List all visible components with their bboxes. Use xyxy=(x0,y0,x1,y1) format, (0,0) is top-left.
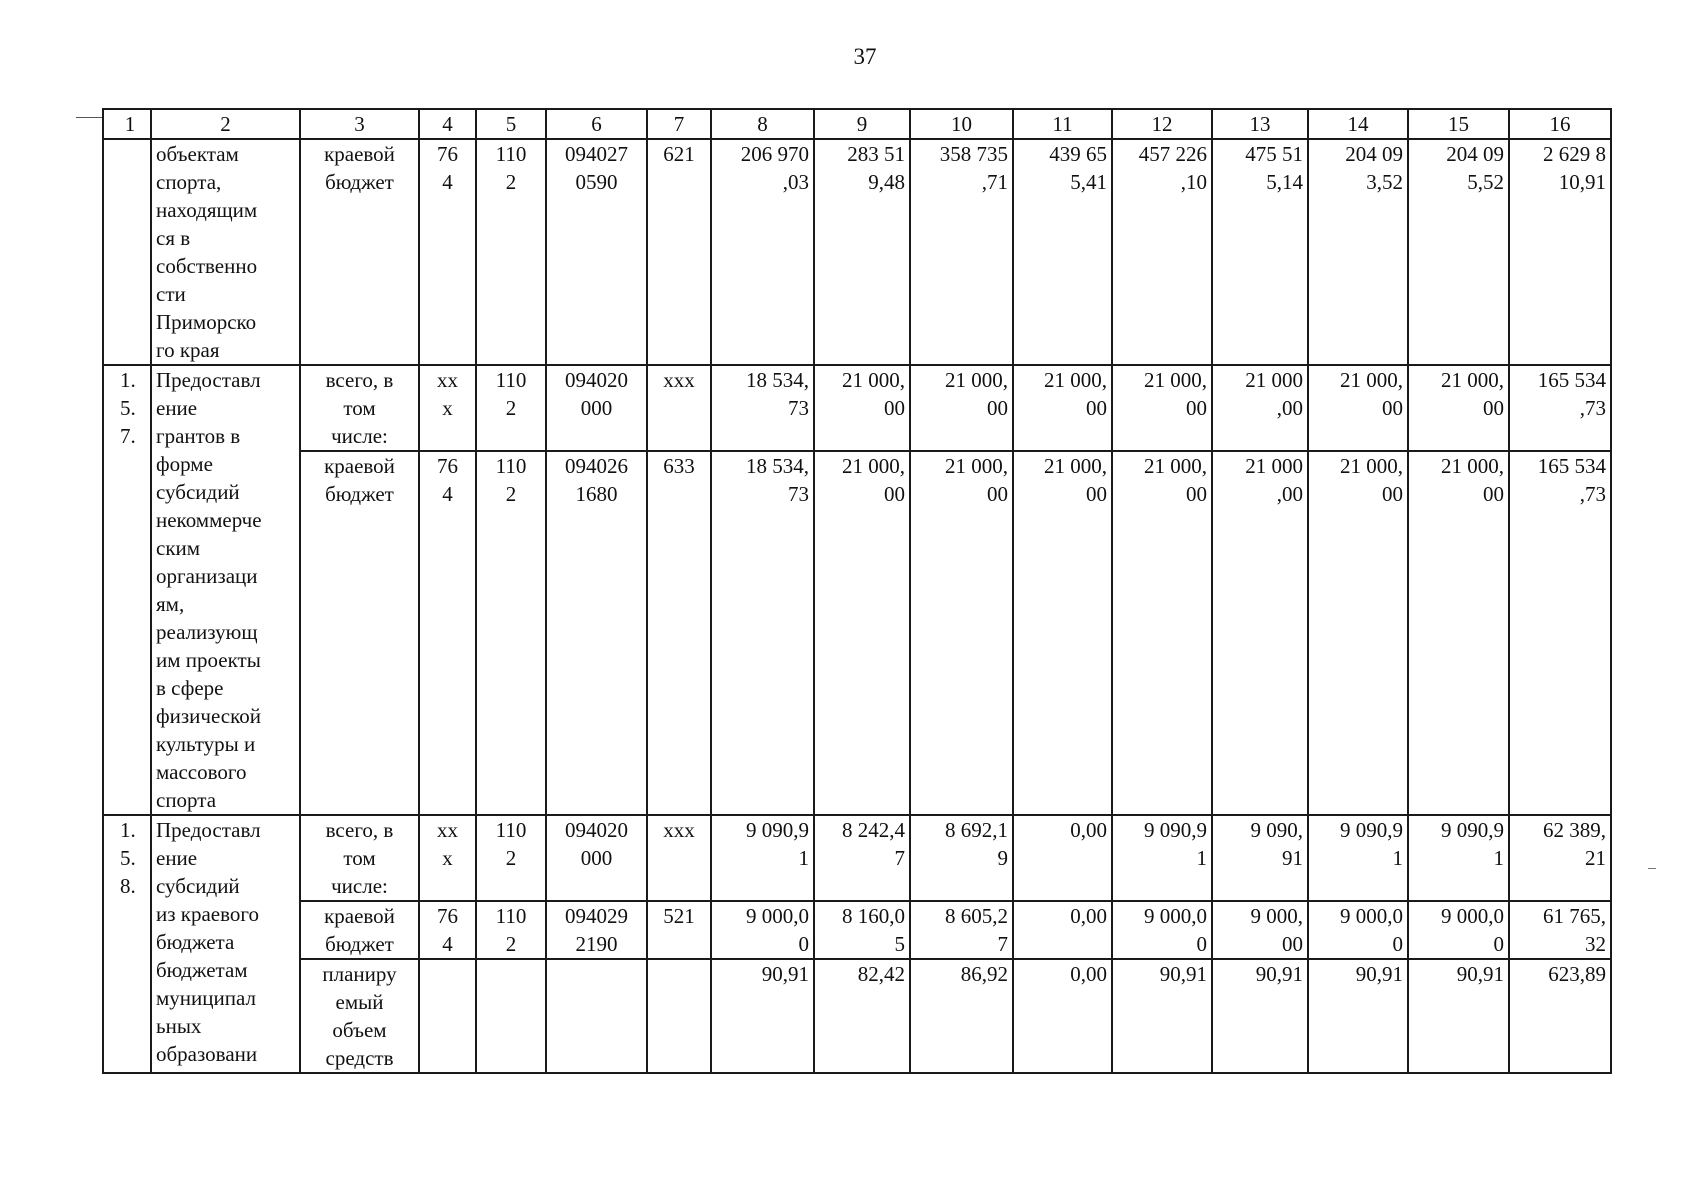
funding-source-cell: планиру емый объем средств xyxy=(300,959,419,1073)
value-cell: 21 000, 00 xyxy=(1308,451,1408,815)
value-cell: 9 090,9 1 xyxy=(1408,815,1509,901)
value-cell: 90,91 xyxy=(1212,959,1308,1073)
value-cell: 21 000, 00 xyxy=(1112,365,1212,451)
code-cell: 094029 2190 xyxy=(546,901,647,959)
value-cell: 9 000,0 0 xyxy=(1308,901,1408,959)
row-name-cell: Предоставл ение субсидий из краевого бюджета бюджетам муниципал ьных образовани xyxy=(151,815,300,1073)
table-row-1-5-7-total xyxy=(103,365,1611,451)
code-cell: 094020 000 xyxy=(546,815,647,901)
funding-source-cell: краевой бюджет xyxy=(300,139,419,365)
code-cell xyxy=(647,959,711,1073)
value-cell: 82,42 xyxy=(814,959,910,1073)
value-cell: 21 000, 00 xyxy=(814,365,910,451)
value-cell: 439 65 5,41 xyxy=(1013,139,1112,365)
table-row-1-5-8-total xyxy=(103,815,1611,901)
funding-source-cell: краевой бюджет xyxy=(300,901,419,959)
value-cell: 18 534, 73 xyxy=(711,365,814,451)
value-cell: 86,92 xyxy=(910,959,1013,1073)
code-cell: 633 xyxy=(647,451,711,815)
table-row-1-5-7-regional xyxy=(103,451,1611,815)
header-cell: 11 xyxy=(1013,109,1112,139)
value-cell: 2 629 8 10,91 xyxy=(1509,139,1611,365)
value-cell: 9 090, 91 xyxy=(1212,815,1308,901)
header-row xyxy=(103,109,1611,139)
code-cell: 76 4 xyxy=(419,139,476,365)
value-cell: 90,91 xyxy=(1112,959,1212,1073)
code-cell: 110 2 xyxy=(476,451,546,815)
value-cell: 21 000, 00 xyxy=(1013,451,1112,815)
value-cell: 623,89 xyxy=(1509,959,1611,1073)
header-cell: 4 xyxy=(419,109,476,139)
code-cell: 094026 1680 xyxy=(546,451,647,815)
header-cell: 8 xyxy=(711,109,814,139)
value-cell: 90,91 xyxy=(711,959,814,1073)
code-cell xyxy=(476,959,546,1073)
header-cell: 14 xyxy=(1308,109,1408,139)
code-cell: 76 4 xyxy=(419,901,476,959)
header-cell: 5 xyxy=(476,109,546,139)
value-cell: 90,91 xyxy=(1308,959,1408,1073)
value-cell: 0,00 xyxy=(1013,901,1112,959)
value-cell: 21 000, 00 xyxy=(910,365,1013,451)
value-cell: 206 970 ,03 xyxy=(711,139,814,365)
value-cell: 21 000, 00 xyxy=(1408,365,1509,451)
value-cell: 283 51 9,48 xyxy=(814,139,910,365)
header-cell: 7 xyxy=(647,109,711,139)
code-cell xyxy=(546,959,647,1073)
code-cell: хх х xyxy=(419,365,476,451)
code-cell: 76 4 xyxy=(419,451,476,815)
page-number: 37 xyxy=(853,44,877,69)
code-cell: ххх xyxy=(647,815,711,901)
code-cell: ххх xyxy=(647,365,711,451)
value-cell: 21 000, 00 xyxy=(1308,365,1408,451)
value-cell: 8 160,0 5 xyxy=(814,901,910,959)
value-cell: 358 735 ,71 xyxy=(910,139,1013,365)
code-cell: 521 xyxy=(647,901,711,959)
value-cell: 457 226 ,10 xyxy=(1112,139,1212,365)
header-cell: 2 xyxy=(151,109,300,139)
row-name-cell: Предоставл ение грантов в форме субсидий некоммерче ским организаци ям, реализующ им проекты в сфере физической культуры и массового спорта xyxy=(151,365,300,815)
scan-artifact-line xyxy=(76,117,104,118)
code-cell: 094027 0590 xyxy=(546,139,647,365)
code-cell: 110 2 xyxy=(476,901,546,959)
value-cell: 18 534, 73 xyxy=(711,451,814,815)
value-cell: 21 000 ,00 xyxy=(1212,451,1308,815)
value-cell: 8 242,4 7 xyxy=(814,815,910,901)
code-cell: 110 2 xyxy=(476,139,546,365)
value-cell: 0,00 xyxy=(1013,959,1112,1073)
code-cell xyxy=(419,959,476,1073)
value-cell: 9 000,0 0 xyxy=(1112,901,1212,959)
table-row-1-5-8-planned xyxy=(103,959,1611,1073)
row-index-cell: 1. 5. 8. xyxy=(103,815,151,1073)
header-cell: 12 xyxy=(1112,109,1212,139)
value-cell: 204 09 3,52 xyxy=(1308,139,1408,365)
funding-source-cell: краевой бюджет xyxy=(300,451,419,815)
code-cell: 110 2 xyxy=(476,815,546,901)
code-cell: 621 xyxy=(647,139,711,365)
table-row-1-5-8-regional xyxy=(103,901,1611,959)
header-cell: 1 xyxy=(103,109,151,139)
header-cell: 6 xyxy=(546,109,647,139)
row-name-cell: объектам спорта, находящим ся в собственно сти Приморско го края xyxy=(151,139,300,365)
value-cell: 0,00 xyxy=(1013,815,1112,901)
value-cell: 9 000,0 0 xyxy=(1408,901,1509,959)
value-cell: 8 605,2 7 xyxy=(910,901,1013,959)
value-cell: 62 389, 21 xyxy=(1509,815,1611,901)
header-cell: 16 xyxy=(1509,109,1611,139)
value-cell: 21 000, 00 xyxy=(814,451,910,815)
value-cell: 9 000,0 0 xyxy=(711,901,814,959)
value-cell: 21 000 ,00 xyxy=(1212,365,1308,451)
value-cell: 21 000, 00 xyxy=(1112,451,1212,815)
value-cell: 475 51 5,14 xyxy=(1212,139,1308,365)
header-cell: 10 xyxy=(910,109,1013,139)
funding-source-cell: всего, в том числе: xyxy=(300,815,419,901)
value-cell: 21 000, 00 xyxy=(1013,365,1112,451)
code-cell: 094020 000 xyxy=(546,365,647,451)
table-row-continuation xyxy=(103,139,1611,365)
value-cell: 21 000, 00 xyxy=(910,451,1013,815)
row-index-cell: 1. 5. 7. xyxy=(103,365,151,815)
header-cell: 9 xyxy=(814,109,910,139)
value-cell: 9 090,9 1 xyxy=(1112,815,1212,901)
value-cell: 9 090,9 1 xyxy=(711,815,814,901)
header-cell: 15 xyxy=(1408,109,1509,139)
code-cell: хх х xyxy=(419,815,476,901)
budget-table xyxy=(102,108,1612,1074)
value-cell: 21 000, 00 xyxy=(1408,451,1509,815)
value-cell: 165 534 ,73 xyxy=(1509,365,1611,451)
value-cell: 9 000, 00 xyxy=(1212,901,1308,959)
value-cell: 165 534 ,73 xyxy=(1509,451,1611,815)
code-cell: 110 2 xyxy=(476,365,546,451)
value-cell: 90,91 xyxy=(1408,959,1509,1073)
value-cell: 204 09 5,52 xyxy=(1408,139,1509,365)
header-cell: 13 xyxy=(1212,109,1308,139)
row-index-cell xyxy=(103,139,151,365)
header-cell: 3 xyxy=(300,109,419,139)
scan-artifact-dash xyxy=(1648,868,1656,869)
value-cell: 9 090,9 1 xyxy=(1308,815,1408,901)
value-cell: 61 765, 32 xyxy=(1509,901,1611,959)
value-cell: 8 692,1 9 xyxy=(910,815,1013,901)
funding-source-cell: всего, в том числе: xyxy=(300,365,419,451)
